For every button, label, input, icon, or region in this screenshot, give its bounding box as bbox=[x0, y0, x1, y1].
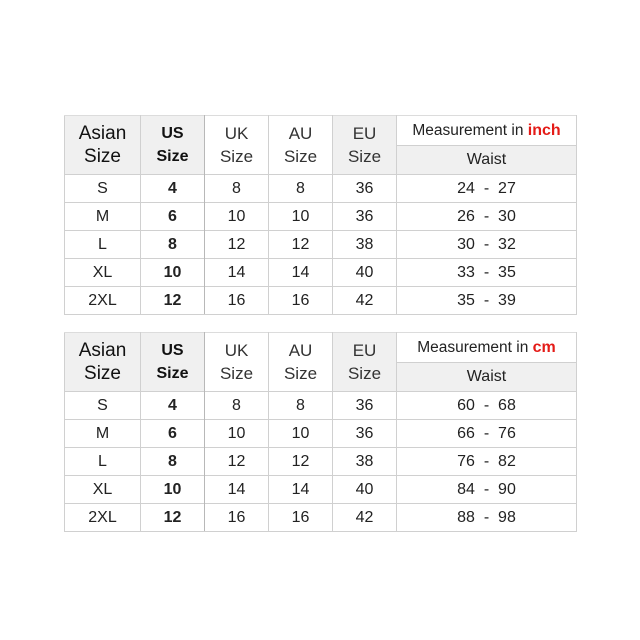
header-measurement bbox=[397, 116, 577, 146]
table-row bbox=[65, 287, 577, 315]
cell-uk-size: 12 bbox=[205, 448, 269, 476]
cell-au-size: 10 bbox=[269, 203, 333, 231]
table-row bbox=[65, 504, 577, 532]
table-row bbox=[65, 231, 577, 259]
cell-us-size: 6 bbox=[141, 420, 205, 448]
cell-us-size: 4 bbox=[141, 392, 205, 420]
header-uk-size: UK Size bbox=[205, 116, 269, 175]
cell-asian-size: 2XL bbox=[65, 504, 141, 532]
measurement-unit: inch bbox=[527, 121, 561, 139]
header-eu-size: EU Size bbox=[333, 333, 397, 392]
cell-uk-size: 8 bbox=[205, 392, 269, 420]
cell-waist: 60 - 68 bbox=[397, 392, 577, 420]
cell-asian-size: L bbox=[65, 448, 141, 476]
cell-us-size: 8 bbox=[141, 231, 205, 259]
cell-au-size: 14 bbox=[269, 476, 333, 504]
header-eu-size: EU Size bbox=[333, 116, 397, 175]
table-row bbox=[65, 259, 577, 287]
header-waist: Waist bbox=[397, 363, 577, 392]
header-au-size: AU Size bbox=[269, 116, 333, 175]
cell-eu-size: 36 bbox=[333, 175, 397, 203]
cell-asian-size: M bbox=[65, 420, 141, 448]
cell-waist: 35 - 39 bbox=[397, 287, 577, 315]
size-table-inch bbox=[64, 115, 577, 315]
header-us-size: US Size bbox=[141, 333, 205, 392]
cell-us-size: 8 bbox=[141, 448, 205, 476]
header-waist: Waist bbox=[397, 146, 577, 175]
table-row bbox=[65, 175, 577, 203]
cell-us-size: 10 bbox=[141, 259, 205, 287]
cell-au-size: 8 bbox=[269, 175, 333, 203]
cell-eu-size: 38 bbox=[333, 231, 397, 259]
cell-waist: 33 - 35 bbox=[397, 259, 577, 287]
cell-waist: 84 - 90 bbox=[397, 476, 577, 504]
cell-au-size: 12 bbox=[269, 231, 333, 259]
cell-us-size: 12 bbox=[141, 287, 205, 315]
header-au-size: AU Size bbox=[269, 333, 333, 392]
header-us-size: US Size bbox=[141, 116, 205, 175]
cell-uk-size: 10 bbox=[205, 420, 269, 448]
cell-asian-size: 2XL bbox=[65, 287, 141, 315]
cell-au-size: 16 bbox=[269, 504, 333, 532]
cell-asian-size: M bbox=[65, 203, 141, 231]
table-row bbox=[65, 203, 577, 231]
cell-uk-size: 16 bbox=[205, 504, 269, 532]
cell-asian-size: S bbox=[65, 392, 141, 420]
measurement-prefix: Measurement in bbox=[417, 338, 533, 356]
header-asian-size: Asian Size bbox=[65, 116, 141, 175]
cell-waist: 24 - 27 bbox=[397, 175, 577, 203]
cell-waist: 26 - 30 bbox=[397, 203, 577, 231]
cell-eu-size: 42 bbox=[333, 504, 397, 532]
header-measurement bbox=[397, 333, 577, 363]
cell-uk-size: 14 bbox=[205, 259, 269, 287]
cell-au-size: 8 bbox=[269, 392, 333, 420]
cell-asian-size: S bbox=[65, 175, 141, 203]
measurement-prefix: Measurement in bbox=[412, 121, 528, 139]
measurement-unit: cm bbox=[532, 338, 556, 356]
cell-uk-size: 16 bbox=[205, 287, 269, 315]
cell-us-size: 4 bbox=[141, 175, 205, 203]
cell-asian-size: XL bbox=[65, 476, 141, 504]
cell-eu-size: 36 bbox=[333, 203, 397, 231]
table-row bbox=[65, 448, 577, 476]
cell-waist: 76 - 82 bbox=[397, 448, 577, 476]
cell-waist: 66 - 76 bbox=[397, 420, 577, 448]
cell-eu-size: 40 bbox=[333, 476, 397, 504]
cell-uk-size: 14 bbox=[205, 476, 269, 504]
cell-eu-size: 36 bbox=[333, 392, 397, 420]
cell-uk-size: 8 bbox=[205, 175, 269, 203]
cell-au-size: 16 bbox=[269, 287, 333, 315]
cell-au-size: 12 bbox=[269, 448, 333, 476]
header-asian-size: Asian Size bbox=[65, 333, 141, 392]
table-row bbox=[65, 420, 577, 448]
header-uk-size: UK Size bbox=[205, 333, 269, 392]
cell-eu-size: 38 bbox=[333, 448, 397, 476]
cell-waist: 30 - 32 bbox=[397, 231, 577, 259]
cell-au-size: 10 bbox=[269, 420, 333, 448]
cell-uk-size: 10 bbox=[205, 203, 269, 231]
cell-uk-size: 12 bbox=[205, 231, 269, 259]
cell-eu-size: 40 bbox=[333, 259, 397, 287]
cell-eu-size: 36 bbox=[333, 420, 397, 448]
cell-asian-size: XL bbox=[65, 259, 141, 287]
size-table-cm bbox=[64, 332, 577, 532]
cell-us-size: 12 bbox=[141, 504, 205, 532]
table-row bbox=[65, 476, 577, 504]
cell-au-size: 14 bbox=[269, 259, 333, 287]
cell-asian-size: L bbox=[65, 231, 141, 259]
cell-waist: 88 - 98 bbox=[397, 504, 577, 532]
table-row bbox=[65, 392, 577, 420]
cell-eu-size: 42 bbox=[333, 287, 397, 315]
cell-us-size: 6 bbox=[141, 203, 205, 231]
cell-us-size: 10 bbox=[141, 476, 205, 504]
